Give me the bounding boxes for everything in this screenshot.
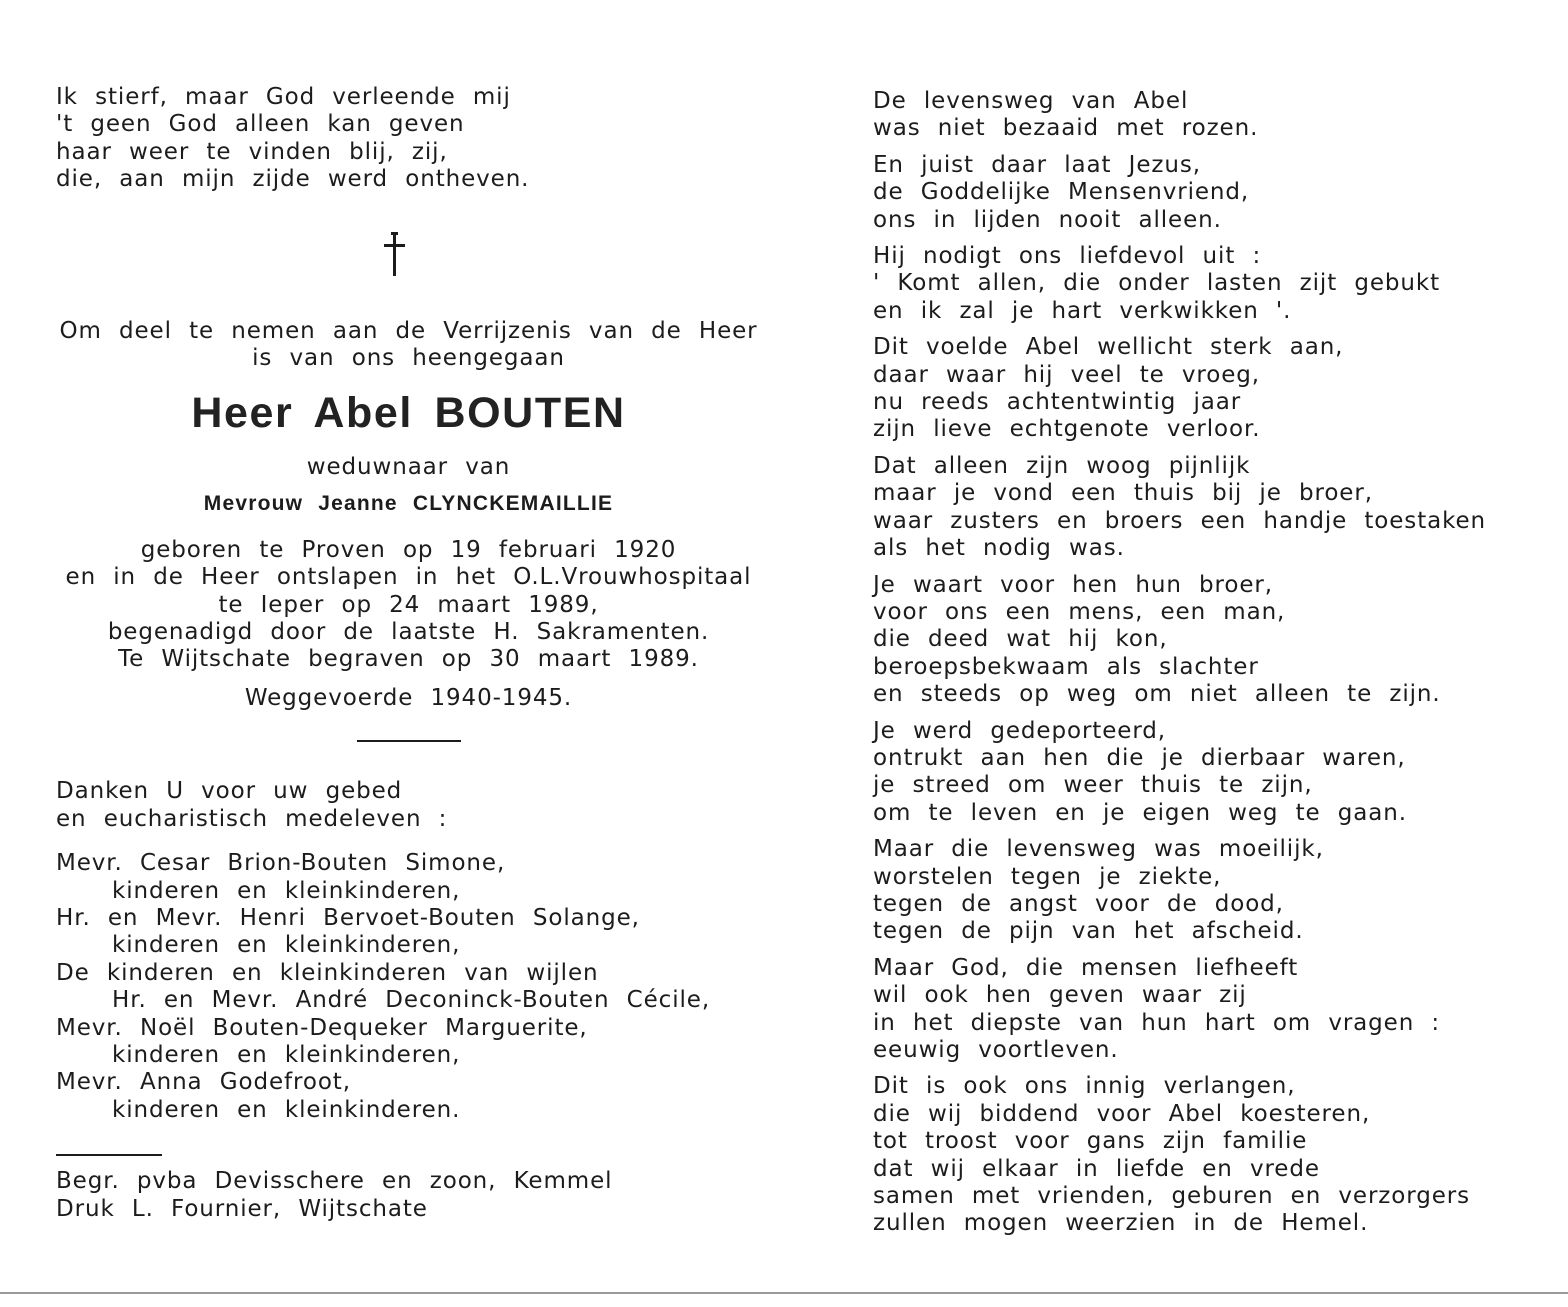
credit-line: Druk L. Fournier, Wijtschate	[56, 1195, 428, 1222]
family-line: kinderen en kleinkinderen,	[112, 1041, 461, 1068]
poem-line: die, aan mijn zijde werd ontheven.	[56, 166, 530, 193]
stanza-line: Je waart voor hen hun broer,	[873, 571, 1273, 598]
stanza-line: ons in lijden nooit alleen.	[873, 206, 1222, 233]
announcement-line: is van ons heengegaan	[252, 345, 565, 372]
stanza-line: zijn lieve echtgenote verloor.	[873, 416, 1261, 443]
stanza	[873, 88, 1533, 143]
stanza-line: samen met vrienden, geburen en verzorgers	[873, 1183, 1470, 1210]
stanza-line: Maar God, die mensen liefheeft	[873, 954, 1299, 981]
stanza-line: en steeds op weg om niet alleen te zijn.	[873, 681, 1441, 708]
stanza	[873, 718, 1533, 828]
stanza-line: ontrukt aan hen die je dierbaar waren,	[873, 744, 1406, 771]
stanza	[873, 453, 1533, 563]
stanza-line: De levensweg van Abel	[873, 88, 1189, 114]
stanza	[873, 1073, 1533, 1237]
family-line: Hr. en Mevr. Henri Bervoet-Bouten Solange,	[56, 904, 640, 931]
biography-line: te Ieper op 24 maart 1989,	[218, 591, 599, 618]
deportation-note: Weggevoerde 1940-1945.	[244, 684, 573, 711]
family-list	[56, 850, 786, 1124]
deceased-name: Heer Abel BOUTEN	[191, 389, 626, 438]
divider	[56, 1154, 162, 1156]
biography	[56, 537, 761, 674]
stanza-line: voor ons een mens, een man,	[873, 598, 1286, 625]
stanza	[873, 334, 1533, 444]
family-line: Hr. en Mevr. André Deconinck-Bouten Cécile,	[112, 987, 711, 1014]
stanza-line: als het nodig was.	[873, 535, 1125, 562]
thanks-line: Danken U voor uw gebed	[56, 778, 403, 805]
stanza-line: in het diepste van hun hart om vragen :	[873, 1009, 1441, 1036]
thanks-line: en eucharistisch medeleven :	[56, 805, 448, 832]
stanza-line: daar waar hij veel te vroeg,	[873, 361, 1260, 388]
poem-line: Ik stierf, maar God verleende mij	[56, 84, 511, 110]
stanza-line: En juist daar laat Jezus,	[873, 151, 1201, 178]
divider	[357, 740, 461, 742]
stanza-line: eeuwig voortleven.	[873, 1037, 1119, 1063]
stanza-line: beroepsbekwaam als slachter	[873, 653, 1259, 680]
stanza-line: waar zusters en broers een handje toestaken	[873, 507, 1487, 534]
stanza-line: tegen de pijn van het afscheid.	[873, 918, 1304, 945]
stanza	[873, 572, 1533, 709]
stanza	[873, 243, 1533, 325]
poem-line: haar weer te vinden blij, zij,	[56, 138, 448, 165]
stanza-line: was niet bezaaid met rozen.	[873, 115, 1259, 142]
stanza-line: wil ook hen geven waar zij	[873, 982, 1247, 1009]
stanza-line: worstelen tegen je ziekte,	[873, 863, 1222, 890]
family-line: De kinderen en kleinkinderen van wijlen	[56, 959, 599, 986]
biography-line: en in de Heer ontslapen in het O.L.Vrouwhospitaal	[65, 564, 752, 591]
stanza-line: die deed wat hij kon,	[873, 626, 1168, 653]
left-column	[56, 84, 786, 1223]
opening-poem	[56, 84, 786, 194]
biography-line: Te Wijtschate begraven op 30 maart 1989.	[118, 646, 699, 673]
stanza	[873, 836, 1533, 946]
poem-line: 't geen God alleen kan geven	[56, 111, 465, 138]
stanza-line: en ik zal je hart verkwikken '.	[873, 297, 1292, 324]
credit-line: Begr. pvba Devisschere en zoon, Kemmel	[56, 1168, 613, 1195]
stanza-line: je streed om weer thuis te zijn,	[873, 772, 1313, 799]
stanza-line: zullen mogen weerzien in de Hemel.	[873, 1210, 1369, 1237]
stanza-line: de Goddelijke Mensenvriend,	[873, 179, 1250, 206]
family-line: Mevr. Anna Godefroot,	[56, 1069, 351, 1096]
announcement	[56, 318, 761, 373]
stanza	[873, 955, 1533, 1065]
stanza-line: Je werd gedeporteerd,	[873, 717, 1166, 744]
stanza-line: nu reeds achtentwintig jaar	[873, 389, 1242, 416]
stanza-line: tegen de angst voor de dood,	[873, 890, 1284, 917]
cross-icon	[365, 232, 425, 276]
stanza	[873, 152, 1533, 234]
stanza-line: om te leven en je eigen weg te gaan.	[873, 799, 1407, 826]
thanks	[56, 778, 786, 833]
stanza-line: Maar die levensweg was moeilijk,	[873, 836, 1324, 863]
family-line: kinderen en kleinkinderen,	[112, 877, 461, 904]
stanza-line: Dit is ook ons innig verlangen,	[873, 1073, 1296, 1100]
biography-line: begenadigd door de laatste H. Sakramenten.	[107, 619, 710, 646]
stanza-line: Dat alleen zijn woog pijnlijk	[873, 452, 1251, 479]
family-line: Mevr. Noël Bouten-Dequeker Marguerite,	[56, 1014, 588, 1041]
stanza-line: Dit voelde Abel wellicht sterk aan,	[873, 334, 1344, 361]
family-line: kinderen en kleinkinderen,	[112, 932, 461, 959]
stanza-line: dat wij elkaar in liefde en vrede	[873, 1155, 1320, 1182]
stanza-line: Hij nodigt ons liefdevol uit :	[873, 243, 1262, 270]
stanza-line: die wij biddend voor Abel koesteren,	[873, 1100, 1371, 1127]
spouse-name: Mevrouw Jeanne CLYNCKEMAILLIE	[203, 491, 614, 515]
right-column	[873, 88, 1533, 1247]
family-line: Mevr. Cesar Brion-Bouten Simone,	[56, 850, 506, 877]
page-edge	[0, 1292, 1568, 1294]
stanza-line: tot troost voor gans zijn familie	[873, 1128, 1308, 1155]
stanza-line: ' Komt allen, die onder lasten zijt gebukt	[873, 270, 1440, 297]
stanza-line: maar je vond een thuis bij je broer,	[873, 480, 1373, 507]
family-line: kinderen en kleinkinderen.	[112, 1096, 461, 1123]
printer-credits	[56, 1168, 786, 1223]
announcement-line: Om deel te nemen aan de Verrijzenis van de Heer	[59, 317, 758, 344]
widower-label: weduwnaar van	[306, 454, 511, 481]
biography-line: geboren te Proven op 19 februari 1920	[140, 536, 677, 563]
